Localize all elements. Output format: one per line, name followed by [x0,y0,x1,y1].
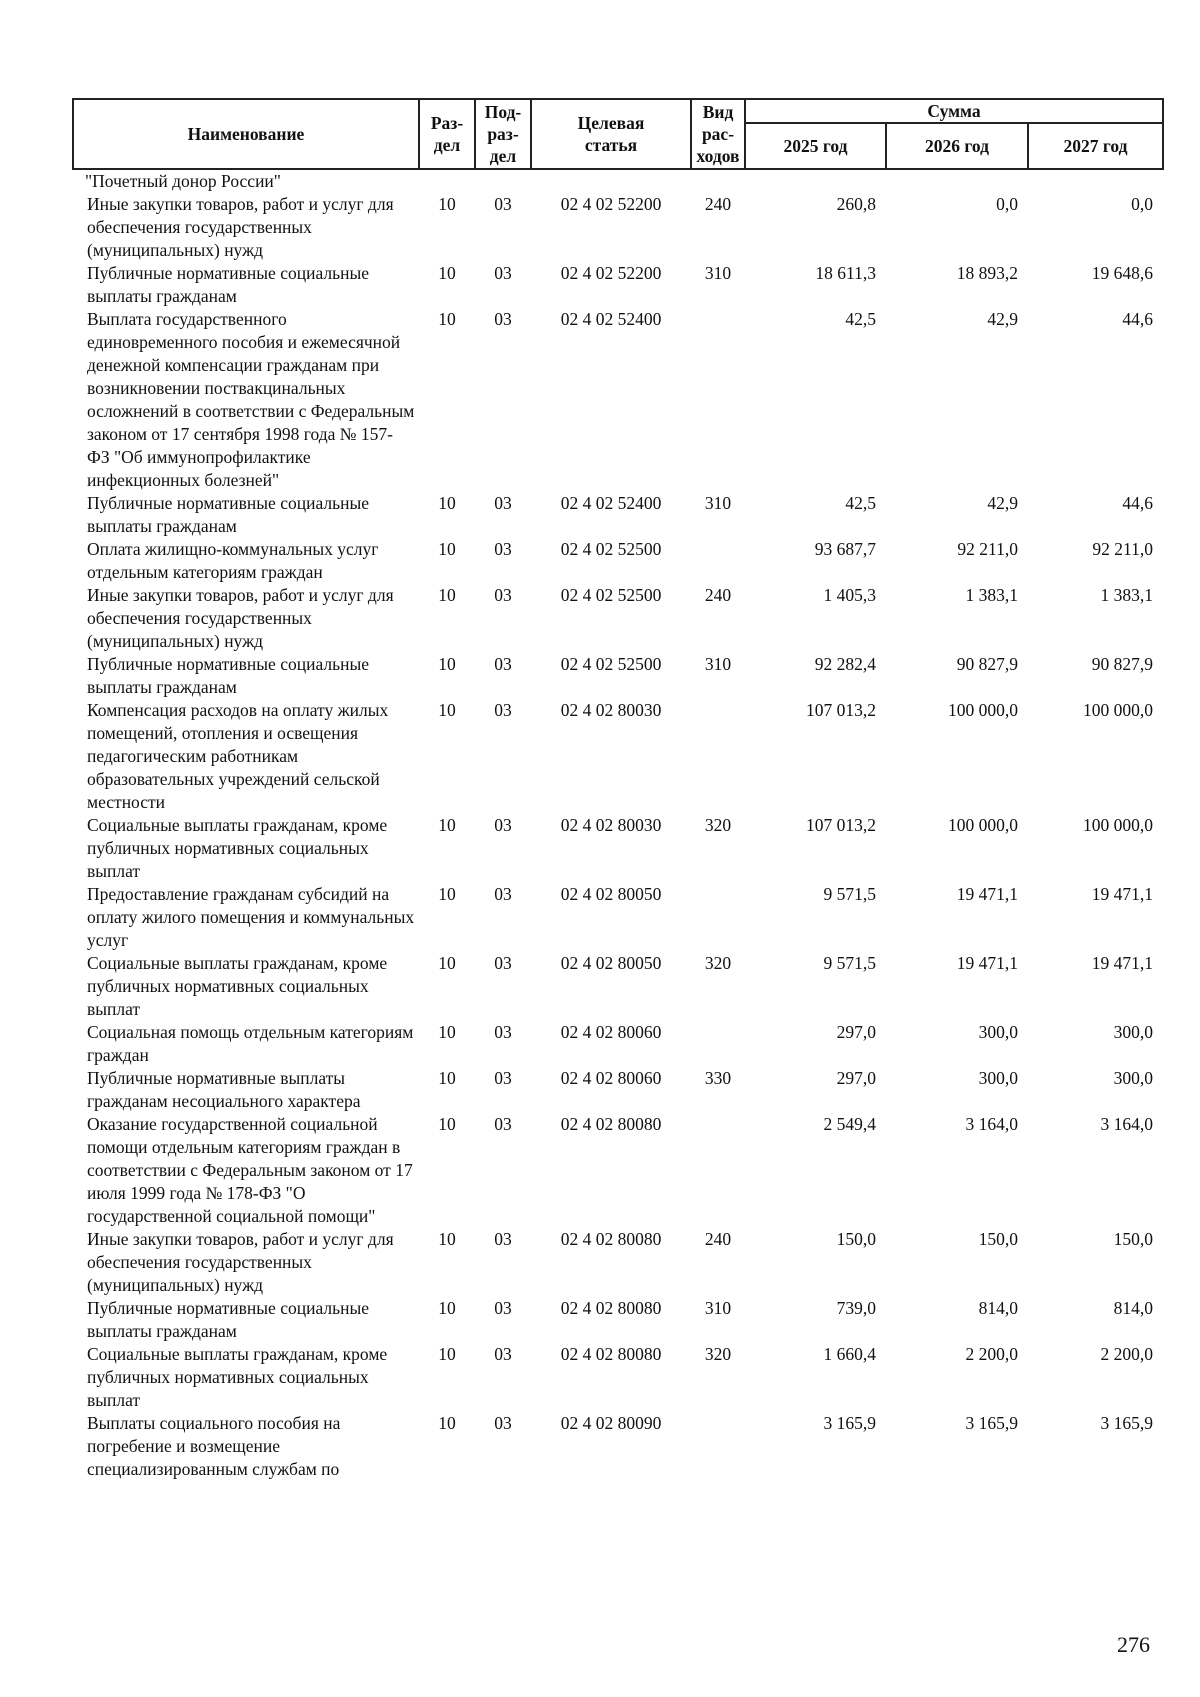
cell-name: "Почетный донор России" [85,171,281,191]
cell-razdel: 10 [438,309,456,329]
cell-razdel: 10 [438,493,456,513]
cell-2026: 300,0 [978,1068,1018,1088]
cell-name: Социальная помощь отдельным категориям граждан [87,1022,414,1065]
cell-podrazdel: 03 [494,1022,512,1042]
cell-statya: 02 4 02 52500 [560,539,662,559]
cell-name: Публичные нормативные социальные выплаты гражданам [87,654,369,697]
cell-podrazdel: 03 [494,585,512,605]
cell-vid: 330 [704,1068,732,1088]
cell-statya: 02 4 02 52500 [560,654,662,674]
cell-2027: 1 383,1 [1100,585,1153,605]
cell-2026: 92 211,0 [957,539,1018,559]
cell-razdel: 10 [438,815,456,835]
cell-podrazdel: 03 [494,1068,512,1088]
cell-2025: 9 571,5 [823,884,876,904]
cell-vid [691,1021,745,1067]
cell-podrazdel: 03 [494,493,512,513]
cell-statya: 02 4 02 80090 [560,1413,662,1433]
cell-razdel: 10 [438,1022,456,1042]
cell-statya: 02 4 02 80030 [560,700,662,720]
cell-2025: 1 660,4 [823,1344,876,1364]
header-vid: Вид рас- ходов [691,99,745,169]
cell-name: Публичные нормативные социальные выплаты гражданам [87,263,369,306]
cell-2025: 9 571,5 [823,953,876,973]
cell-name: Иные закупки товаров, работ и услуг для обеспечения государственных (муниципальных) нужд [87,1229,394,1295]
cell-2026: 19 471,1 [956,884,1018,904]
cell-statya: 02 4 02 80080 [560,1298,662,1318]
header-name: Наименование [73,99,419,169]
cell-statya: 02 4 02 80080 [560,1344,662,1364]
cell-statya: 02 4 02 80030 [560,815,662,835]
cell-2025: 297,0 [836,1022,876,1042]
cell-2026: 300,0 [978,1022,1018,1042]
cell-2025: 42,5 [845,309,876,329]
cell-statya: 02 4 02 52400 [560,309,662,329]
cell-2027: 3 165,9 [1100,1413,1153,1433]
cell-podrazdel: 03 [494,1413,512,1433]
cell-name: Социальные выплаты гражданам, кроме публичных нормативных социальных выплат [87,953,388,1019]
cell-podrazdel: 03 [494,309,512,329]
cell-2025: 93 687,7 [814,539,876,559]
cell-name: Оказание государственной социальной помощи отдельным категориям граждан в соответствии с Федеральным законом от 17 июля 1999 года № 178-ФЗ "О государственной социальной помощи" [87,1114,413,1226]
table-row [73,1021,1163,1067]
cell-2026: 2 200,0 [965,1344,1018,1364]
cell-podrazdel: 03 [494,654,512,674]
cell-razdel: 10 [438,1068,456,1088]
table-row [73,1067,1163,1113]
table-row [73,1113,1163,1228]
header-razdel: Раз- дел [419,99,475,169]
cell-vid [691,699,745,814]
table-row [73,1343,1163,1412]
cell-vid: 310 [704,654,732,674]
cell-2027: 100 000,0 [1083,700,1153,720]
cell-2027: 100 000,0 [1083,815,1153,835]
cell-2026: 42,9 [987,493,1018,513]
cell-2026: 150,0 [978,1229,1018,1249]
cell-statya: 02 4 02 52200 [560,263,662,283]
cell-2025: 739,0 [836,1298,876,1318]
cell-vid: 320 [704,815,732,835]
cell-name: Публичные нормативные выплаты гражданам несоциального характера [87,1068,361,1111]
cell-2027: 814,0 [1113,1298,1153,1318]
cell-2027: 92 211,0 [1092,539,1153,559]
cell-name: Компенсация расходов на оплату жилых помещений, отопления и освещения педагогическим работникам образовательных учреждений сельской местности [87,700,389,812]
page-number: 276 [1117,1632,1150,1657]
cell-2027: 2 200,0 [1100,1344,1153,1364]
cell-vid: 320 [704,953,732,973]
cell-2025: 107 013,2 [806,700,876,720]
cell-vid [691,308,745,492]
cell-podrazdel: 03 [494,539,512,559]
cell-2026: 0,0 [996,194,1018,214]
cell-razdel: 10 [438,1298,456,1318]
cell-name: Предоставление гражданам субсидий на оплату жилого помещения и коммунальных услуг [87,884,415,950]
cell-razdel: 10 [438,1229,456,1249]
table-row [73,952,1163,1021]
cell-podrazdel: 03 [494,194,512,214]
header-summa: Сумма [745,99,1163,123]
cell-name: Иные закупки товаров, работ и услуг для обеспечения государственных (муниципальных) нужд [87,585,394,651]
cell-podrazdel: 03 [494,1298,512,1318]
cell-2025: 18 611,3 [815,263,876,283]
cell-razdel: 10 [438,1413,456,1433]
cell-2027: 300,0 [1113,1068,1153,1088]
table-row [73,1412,1163,1481]
cell-2026: 100 000,0 [948,700,1018,720]
table-row [73,584,1163,653]
cell-podrazdel: 03 [494,1344,512,1364]
header-podrazdel: Под- раз- дел [475,99,531,169]
table-row [73,308,1163,492]
table-row [73,883,1163,952]
cell-2026: 90 827,9 [956,654,1018,674]
cell-name: Выплата государственного единовременного пособия и ежемесячной денежной компенсации гражданам при возникновении поствакцинальных осложнений в соответствии с Федеральным законом от 17 сентября 1998 года № 157-ФЗ "Об иммунопрофилактике инфекционных болезней" [87,309,415,490]
cell-razdel: 10 [438,700,456,720]
cell-statya: 02 4 02 52200 [560,194,662,214]
cell-name: Выплаты социального пособия на погребение и возмещение специализированным службам по [87,1413,341,1479]
cell-vid: 310 [704,493,732,513]
cell-2026: 19 471,1 [956,953,1018,973]
header-year-2026: 2026 год [886,123,1028,169]
cell-podrazdel: 03 [494,263,512,283]
cell-podrazdel: 03 [494,700,512,720]
cell-2025: 2 549,4 [823,1114,876,1134]
cell-razdel: 10 [438,1344,456,1364]
table-row [73,1297,1163,1343]
cell-2025: 297,0 [836,1068,876,1088]
cell-vid: 240 [704,194,732,214]
table-header [73,99,1163,169]
cell-statya: 02 4 02 52400 [560,493,662,513]
table-row [73,814,1163,883]
cell-vid: 310 [704,1298,732,1318]
cell-2025: 1 405,3 [823,585,876,605]
cell-2027: 90 827,9 [1091,654,1153,674]
cell-podrazdel: 03 [494,1229,512,1249]
cell-vid [691,1113,745,1228]
table-row [73,492,1163,538]
table-row [73,193,1163,262]
header-year-2027: 2027 год [1028,123,1163,169]
cell-2027: 3 164,0 [1100,1114,1153,1134]
cell-2027: 19 471,1 [1091,953,1153,973]
header-year-2025: 2025 год [745,123,886,169]
cell-name: Публичные нормативные социальные выплаты гражданам [87,493,369,536]
cell-2026: 42,9 [987,309,1018,329]
cell-statya: 02 4 02 80060 [560,1022,662,1042]
cell-2026: 100 000,0 [948,815,1018,835]
table-row [73,262,1163,308]
table-row [73,538,1163,584]
cell-statya: 02 4 02 80060 [560,1068,662,1088]
cell-razdel: 10 [438,1114,456,1134]
cell-razdel: 10 [438,884,456,904]
cell-2025: 92 282,4 [814,654,876,674]
table-row [73,699,1163,814]
cell-podrazdel: 03 [494,1114,512,1134]
cell-vid: 240 [704,585,732,605]
table-body [73,169,1163,1481]
cell-2026: 3 165,9 [965,1413,1018,1433]
cell-name: Социальные выплаты гражданам, кроме публичных нормативных социальных выплат [87,815,388,881]
cell-2025: 150,0 [836,1229,876,1249]
cell-podrazdel: 03 [494,815,512,835]
cell-razdel: 10 [438,585,456,605]
cell-2025: 260,8 [836,194,876,214]
cell-2027: 300,0 [1113,1022,1153,1042]
cell-vid [691,883,745,952]
cell-2025: 42,5 [845,493,876,513]
cell-2027: 44,6 [1122,493,1153,513]
cell-2027: 19 471,1 [1091,884,1153,904]
cell-statya: 02 4 02 52500 [560,585,662,605]
table-row-continuation [73,169,1163,193]
cell-2026: 18 893,2 [956,263,1018,283]
table-row [73,1228,1163,1297]
cell-2026: 3 164,0 [965,1114,1018,1134]
cell-name: Иные закупки товаров, работ и услуг для обеспечения государственных (муниципальных) нужд [87,194,394,260]
cell-razdel: 10 [438,539,456,559]
cell-razdel: 10 [438,263,456,283]
cell-2026: 814,0 [978,1298,1018,1318]
cell-statya: 02 4 02 80080 [560,1114,662,1134]
cell-name: Социальные выплаты гражданам, кроме публичных нормативных социальных выплат [87,1344,388,1410]
cell-2027: 0,0 [1131,194,1153,214]
cell-2025: 107 013,2 [806,815,876,835]
cell-vid [691,538,745,584]
cell-name: Публичные нормативные социальные выплаты гражданам [87,1298,369,1341]
cell-razdel: 10 [438,194,456,214]
cell-vid [691,1412,745,1481]
budget-table [72,98,1164,1481]
cell-statya: 02 4 02 80080 [560,1229,662,1249]
cell-vid: 240 [704,1229,732,1249]
cell-2026: 1 383,1 [965,585,1018,605]
cell-podrazdel: 03 [494,884,512,904]
cell-vid: 310 [704,263,732,283]
cell-name: Оплата жилищно-коммунальных услуг отдельным категориям граждан [87,539,379,582]
cell-razdel: 10 [438,654,456,674]
cell-2027: 19 648,6 [1091,263,1153,283]
cell-vid: 320 [704,1344,732,1364]
table-row [73,653,1163,699]
header-statya: Целевая статья [531,99,691,169]
cell-2025: 3 165,9 [823,1413,876,1433]
cell-2027: 150,0 [1113,1229,1153,1249]
cell-statya: 02 4 02 80050 [560,953,662,973]
cell-statya: 02 4 02 80050 [560,884,662,904]
cell-podrazdel: 03 [494,953,512,973]
cell-razdel: 10 [438,953,456,973]
cell-2027: 44,6 [1122,309,1153,329]
